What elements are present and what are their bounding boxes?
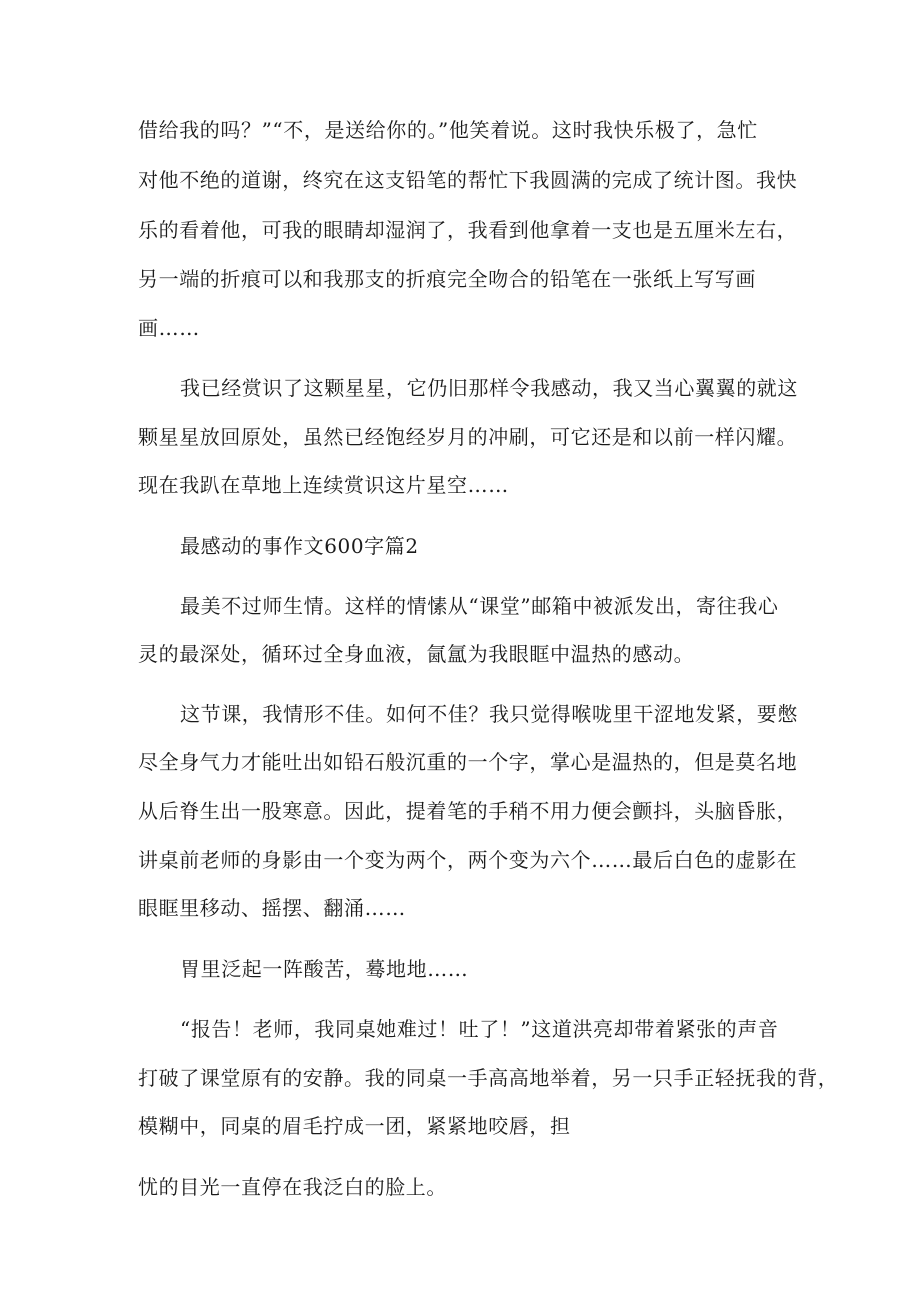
text-line: 尽全身气力才能吐出如铅石般沉重的一个字，掌心是温热的，但是莫名地: [138, 750, 798, 774]
text-line: 颗星星放回原处，虽然已经饱经岁月的冲刷，可它还是和以前一样闪耀。: [138, 425, 798, 449]
text-line: 灵的最深处，循环过全身血液，氤氲为我眼眶中温热的感动。: [138, 642, 695, 666]
text-line: 讲桌前老师的身影由一个变为两个，两个变为六个……最后白色的虚影在: [138, 848, 798, 872]
text-line: 胃里泛起一阵酸苦，蓦地地……: [180, 957, 469, 981]
text-line: 画……: [138, 316, 200, 340]
text-line: 从后脊生出一股寒意。因此，提着笔的手稍不用力便会颤抖，头脑昏胀，: [138, 799, 798, 823]
text-line: 借给我的吗？”“不，是送给你的。”他笑着说。这时我快乐极了，急忙: [138, 118, 758, 142]
text-line: 忧的目光一直停在我泛白的脸上。: [138, 1175, 447, 1199]
text-line: 眼眶里移动、摇摆、翻涌……: [138, 896, 406, 920]
text-line: 乐的看着他，可我的眼睛却湿润了，我看到他拿着一支也是五厘米左右，: [138, 218, 798, 242]
text-line: 打破了课堂原有的安静。我的同桌一手高高地举着，另一只手正轻抚我的背，: [138, 1066, 839, 1090]
text-line: “报告！老师，我同桌她难过！吐了！”这道洪亮却带着紧张的声音: [180, 1017, 779, 1041]
text-line: 另一端的折痕可以和我那支的折痕完全吻合的铅笔在一张纸上写写画: [138, 267, 756, 291]
text-line: 现在我趴在草地上连续赏识这片星空……: [138, 473, 509, 497]
text-line: 这节课，我情形不佳。如何不佳？我只觉得喉咙里干涩地发紧，要憋: [180, 702, 798, 726]
text-line: 对他不绝的道谢，终究在这支铅笔的帮忙下我圆满的完成了统计图。我快: [138, 168, 798, 192]
text-line: 我已经赏识了这颗星星，它仍旧那样令我感动，我又当心翼翼的就这: [180, 376, 798, 400]
section-heading: 最感动的事作文600字篇2: [180, 534, 419, 558]
text-line: 模糊中，同桌的眉毛拧成一团，紧紧地咬唇，担: [138, 1114, 571, 1138]
text-line: 最美不过师生情。这样的情愫从“课堂”邮箱中被派发出，寄往我心: [180, 594, 779, 618]
